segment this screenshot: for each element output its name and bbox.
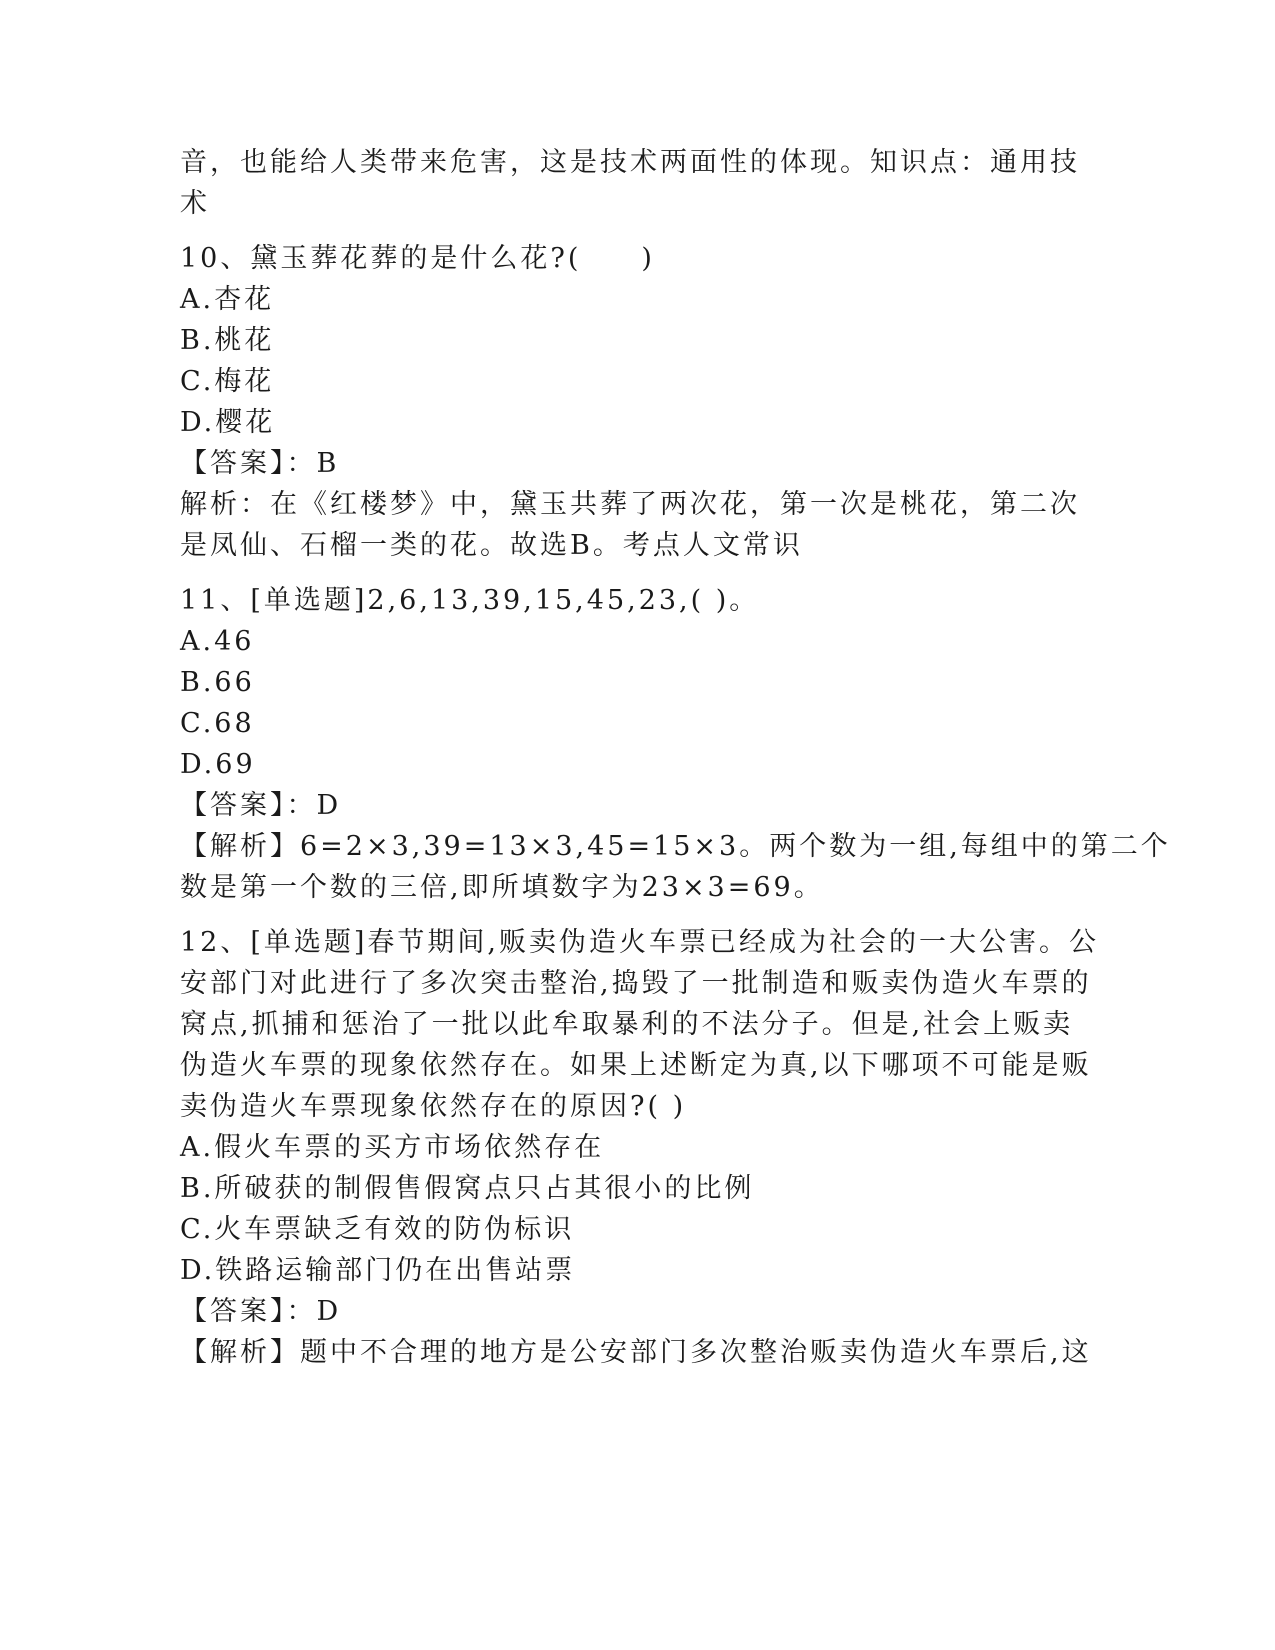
question-stem-line: 12、[单选题]春节期间,贩卖伪造火车票已经成为社会的一大公害。公 [180,927,1100,958]
option-c: C.68 [180,708,255,739]
answer: 【答案】：D [180,790,342,821]
analysis-line: 【解析】6=2×3,39=13×3,45=15×3。两个数为一组,每组中的第二个 [180,831,1171,862]
document-page [180,142,1171,1373]
text-line: 术 [180,188,210,219]
question-stem-line: 伪造火车票的现象依然存在。如果上述断定为真,以下哪项不可能是贩 [180,1050,1092,1081]
question-11 [180,580,1171,908]
analysis-line: 解析：在《红楼梦》中，黛玉共葬了两次花，第一次是桃花，第二次 [180,489,1080,520]
option-d: D.69 [180,749,256,780]
answer: 【答案】：D [180,1296,342,1327]
question-stem: 11、[单选题]2,6,13,39,15,45,23,( )。 [180,585,760,616]
question-stem-line: 窝点,抓捕和惩治了一批以此牟取暴利的不法分子。但是,社会上贩卖 [180,1009,1074,1040]
question-stem-line: 卖伪造火车票现象依然存在的原因?( ) [180,1091,687,1122]
option-b: B.所破获的制假售假窝点只占其很小的比例 [180,1173,755,1204]
option-a: A.假火车票的买方市场依然存在 [180,1132,605,1163]
text-line: 音，也能给人类带来危害，这是技术两面性的体现。知识点：通用技 [180,147,1080,178]
previous-explanation [180,142,1080,224]
analysis-line: 【解析】题中不合理的地方是公安部门多次整治贩卖伪造火车票后,这 [180,1337,1092,1368]
option-c: C.火车票缺乏有效的防伪标识 [180,1214,575,1245]
option-a: A.杏花 [180,284,275,315]
question-stem: 10、黛玉葬花葬的是什么花?( ) [180,243,655,274]
analysis-line: 是凤仙、石榴一类的花。故选B。考点人文常识 [180,530,803,561]
option-d: D.铁路运输部门仍在出售站票 [180,1255,576,1286]
question-12 [180,922,1100,1373]
option-a: A.46 [180,626,255,657]
answer: 【答案】：B [180,448,340,479]
option-d: D.樱花 [180,407,276,438]
option-b: B.桃花 [180,325,275,356]
analysis-line: 数是第一个数的三倍,即所填数字为23×3=69。 [180,872,824,903]
question-10 [180,238,1080,566]
option-c: C.梅花 [180,366,275,397]
question-stem-line: 安部门对此进行了多次突击整治,捣毁了一批制造和贩卖伪造火车票的 [180,968,1092,999]
option-b: B.66 [180,667,255,698]
